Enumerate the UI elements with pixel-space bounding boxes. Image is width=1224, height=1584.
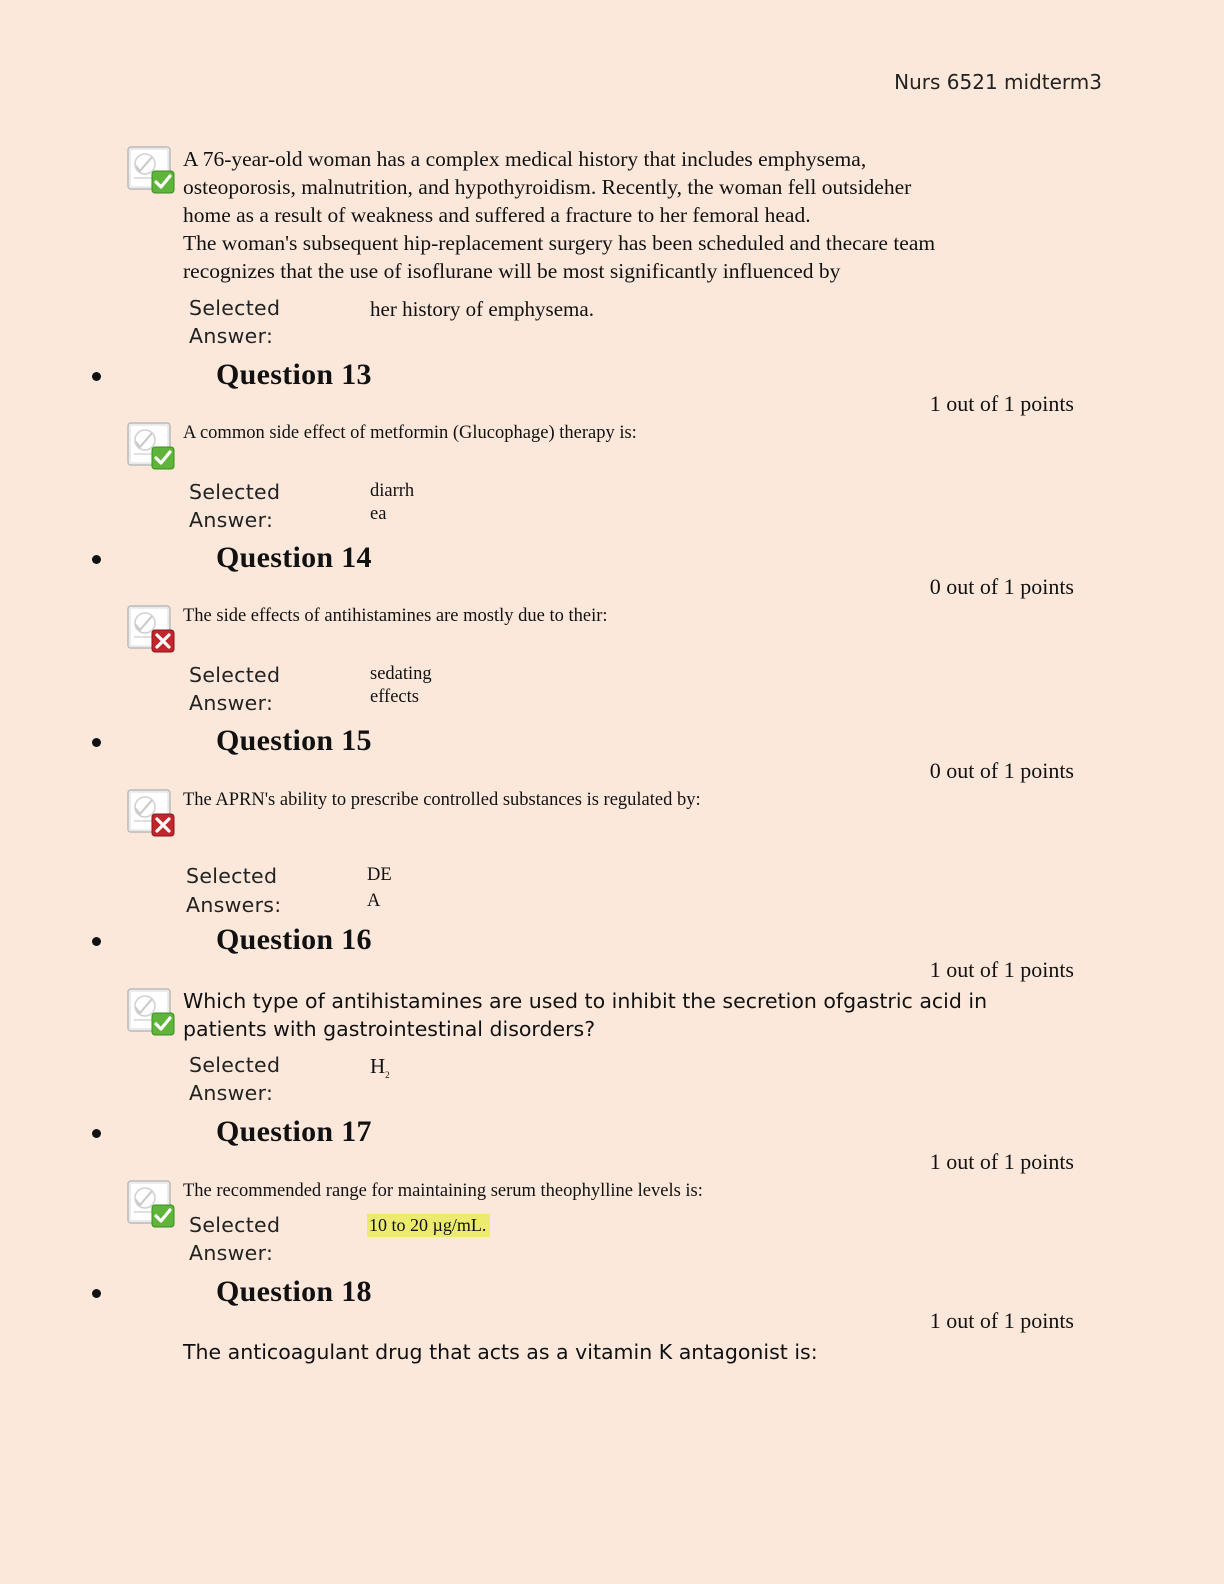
answer-text: H — [370, 1054, 386, 1078]
bullet-icon — [92, 372, 101, 381]
bullet-icon — [92, 1289, 101, 1298]
label-line: Answer: — [189, 691, 274, 715]
bullet-icon — [92, 555, 101, 564]
document-header-title: Nurs 6521 midterm3 — [894, 70, 1102, 94]
answer-line: effects — [370, 687, 419, 707]
question-points: 0 out of 1 points — [929, 574, 1074, 599]
bullet-icon — [92, 937, 101, 946]
question-text-line: Which type of antihistamines are used to inhibit the secretion ofgastric acid in — [183, 989, 988, 1013]
correct-answer-icon — [126, 987, 176, 1037]
question-heading: Question 15 — [216, 724, 372, 757]
question-heading: Question 16 — [216, 923, 372, 956]
question-12-text — [183, 145, 935, 285]
highlighted-answer: 10 to 20 µg/mL. — [367, 1214, 490, 1237]
question-points: 0 out of 1 points — [929, 758, 1074, 783]
selected-answer-value — [370, 480, 414, 526]
selected-answer-value — [367, 862, 392, 914]
answer-subscript: 2 — [385, 1070, 390, 1081]
selected-answer-value — [367, 1212, 490, 1237]
selected-answer-label — [189, 661, 280, 717]
bullet-icon — [92, 738, 101, 747]
question-text-line: The woman's subsequent hip-replacement surgery has been scheduled and thecare team — [183, 231, 936, 255]
label-line: Selected — [189, 296, 281, 320]
label-line: Answer: — [189, 508, 274, 532]
selected-answer-label — [189, 294, 280, 350]
question-heading: Question 18 — [216, 1275, 372, 1308]
question-text: The anticoagulant drug that acts as a vitamin K antagonist is: — [183, 1340, 818, 1364]
label-line: Selected — [189, 663, 281, 687]
label-line: Answer: — [189, 1241, 274, 1265]
selected-answer-label — [189, 1211, 280, 1267]
question-points: 1 out of 1 points — [929, 391, 1074, 416]
bullet-icon — [92, 1129, 101, 1138]
question-text: The APRN's ability to prescribe controlled substances is regulated by: — [183, 790, 701, 810]
question-heading: Question 13 — [216, 358, 372, 391]
label-line: Answers: — [186, 893, 282, 917]
question-text — [183, 987, 987, 1043]
question-points: 1 out of 1 points — [929, 1149, 1074, 1174]
correct-answer-icon — [126, 1179, 176, 1229]
selected-answer-value — [370, 1054, 390, 1087]
answer-line: A — [367, 891, 381, 911]
answer-line: sedating — [370, 664, 432, 684]
question-text-line: osteoporosis, malnutrition, and hypothyroidism. Recently, the woman fell outsideher — [183, 175, 912, 199]
question-text-line: home as a result of weakness and suffered a fracture to her femoral head. — [183, 203, 811, 227]
question-text: The recommended range for maintaining serum theophylline levels is: — [183, 1181, 703, 1201]
question-text: A common side effect of metformin (Glucophage) therapy is: — [183, 423, 637, 443]
question-text-line: recognizes that the use of isoflurane will be most significantly influenced by — [183, 259, 841, 283]
question-points: 1 out of 1 points — [929, 957, 1074, 982]
question-heading: Question 14 — [216, 541, 372, 574]
label-line: Selected — [189, 1213, 281, 1237]
answer-line: diarrh — [370, 481, 415, 501]
question-text: The side effects of antihistamines are mostly due to their: — [183, 606, 608, 626]
label-line: Selected — [189, 480, 281, 504]
question-text-line: patients with gastrointestinal disorders? — [183, 1017, 596, 1041]
question-points: 1 out of 1 points — [929, 1308, 1074, 1333]
selected-answer-value — [370, 663, 432, 709]
label-line: Selected — [186, 864, 278, 888]
label-line: Answer: — [189, 324, 274, 348]
answer-line: DE — [367, 865, 392, 885]
incorrect-answer-icon — [126, 604, 176, 654]
selected-answers-label — [186, 862, 282, 920]
selected-answer-label — [189, 1051, 280, 1107]
selected-answer-value: her history of emphysema. — [370, 297, 594, 321]
correct-answer-icon — [126, 421, 176, 471]
answer-line: ea — [370, 504, 387, 524]
question-heading: Question 17 — [216, 1115, 372, 1148]
selected-answer-label — [189, 478, 280, 534]
incorrect-answer-icon — [126, 788, 176, 838]
label-line: Answer: — [189, 1081, 274, 1105]
question-text-line: A 76-year-old woman has a complex medical history that includes emphysema, — [183, 147, 867, 171]
correct-answer-icon — [126, 145, 176, 195]
label-line: Selected — [189, 1053, 281, 1077]
